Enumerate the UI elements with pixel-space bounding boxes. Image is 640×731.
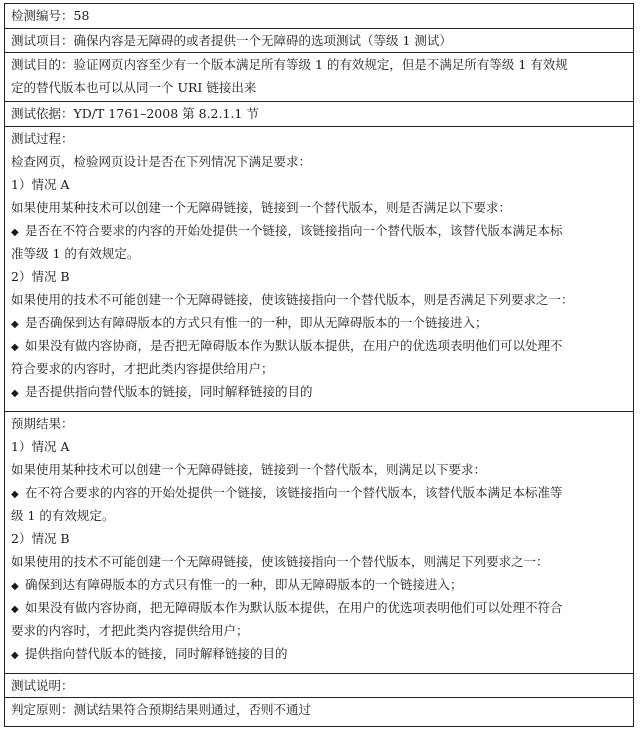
test-note-text: 测试说明： bbox=[11, 678, 74, 693]
test-basis-row bbox=[5, 102, 633, 127]
bullet-diamond-icon: ◆ bbox=[11, 650, 19, 661]
process-title: 测试过程： bbox=[11, 131, 74, 146]
expected-title: 预期结果： bbox=[11, 416, 74, 431]
test-process-row bbox=[5, 127, 633, 412]
expected-case-b-bullet-2 bbox=[11, 596, 627, 619]
process-case-b-heading: 2）情况 B bbox=[11, 269, 70, 284]
test-purpose-row bbox=[5, 53, 633, 102]
bullet-diamond-icon: ◆ bbox=[11, 227, 19, 238]
expected-case-b-bullet-2-cont: 要求的内容时，才把此类内容提供给用户； bbox=[11, 623, 249, 638]
test-basis-text: 测试依据：YD/T 1761–2008 第 8.2.1.1 节 bbox=[11, 106, 259, 121]
expected-case-a-heading: 1）情况 A bbox=[11, 439, 70, 454]
process-intro: 检查网页，检验网页设计是否在下列情况下满足要求： bbox=[11, 154, 312, 169]
bullet-diamond-icon: ◆ bbox=[11, 604, 19, 615]
test-id-text: 检测编号：58 bbox=[11, 8, 90, 23]
expected-case-b-description: 如果使用的技术不可能创建一个无障碍链接，使该链接指向一个替代版本，则满足下列要求之一： bbox=[11, 554, 549, 569]
process-case-b-bullet-2-cont: 符合要求的内容时，才把此类内容提供给用户； bbox=[11, 361, 274, 376]
test-note-row bbox=[5, 674, 633, 698]
test-id-row bbox=[5, 4, 633, 29]
judgement-rule-text: 判定原则：测试结果符合预期结果则通过，否则不通过 bbox=[11, 702, 312, 717]
process-case-a-bullet-1-text: 是否在不符合要求的内容的开始处提供一个链接，该链接指向一个替代版本，该替代版本满足本标 bbox=[25, 223, 563, 238]
expected-case-b-bullet-1 bbox=[11, 573, 627, 596]
process-case-b-bullet-3-text: 是否提供指向替代版本的链接，同时解释链接的目的 bbox=[25, 384, 313, 399]
bullet-diamond-icon: ◆ bbox=[11, 388, 19, 399]
process-case-b-bullet-3 bbox=[11, 380, 627, 403]
expected-case-b-bullet-1-text: 确保到达有障碍版本的方式只有惟一的一种，即从无障碍版本的一个链接进入； bbox=[25, 577, 463, 592]
process-case-a-bullet-1 bbox=[11, 219, 627, 242]
bullet-diamond-icon: ◆ bbox=[11, 342, 19, 353]
process-case-a-description: 如果使用某种技术可以创建一个无障碍链接，链接到一个替代版本，则是否满足以下要求： bbox=[11, 200, 512, 215]
test-purpose-line-1: 测试目的：验证网页内容至少有一个版本满足所有等级 1 的有效规定，但是不满足所有等级 1 有效规 bbox=[11, 57, 568, 72]
expected-case-a-bullet-1 bbox=[11, 481, 627, 504]
test-purpose-line-2: 定的替代版本也可以从同一个 URI 链接出来 bbox=[11, 80, 257, 95]
expected-case-a-description: 如果使用某种技术可以创建一个无障碍链接，链接到一个替代版本，则满足以下要求： bbox=[11, 462, 487, 477]
expected-result-row bbox=[5, 412, 633, 674]
process-case-a-heading: 1）情况 A bbox=[11, 177, 70, 192]
expected-case-b-bullet-2-text: 如果没有做内容协商，把无障碍版本作为默认版本提供，在用户的优选项表明他们可以处理不符合 bbox=[25, 600, 563, 615]
judgement-rule-row bbox=[5, 698, 633, 726]
test-case-table bbox=[4, 3, 634, 727]
expected-case-a-bullet-1-text: 在不符合要求的内容的开始处提供一个链接，该链接指向一个替代版本，该替代版本满足本标准等 bbox=[25, 485, 563, 500]
test-item-text: 测试项目：确保内容是无障碍的或者提供一个无障碍的选项测试（等级 1 测试） bbox=[11, 33, 452, 48]
process-case-b-bullet-2-text: 如果没有做内容协商，是否把无障碍版本作为默认版本提供，在用户的优选项表明他们可以处理不 bbox=[25, 338, 563, 353]
expected-case-b-bullet-3-text: 提供指向替代版本的链接，同时解释链接的目的 bbox=[25, 646, 288, 661]
process-case-b-bullet-2 bbox=[11, 334, 627, 357]
bullet-diamond-icon: ◆ bbox=[11, 489, 19, 500]
bullet-diamond-icon: ◆ bbox=[11, 319, 19, 330]
expected-case-b-bullet-3 bbox=[11, 642, 627, 665]
process-case-b-bullet-1-text: 是否确保到达有障碍版本的方式只有惟一的一种，即从无障碍版本的一个链接进入； bbox=[25, 315, 488, 330]
process-case-b-bullet-1 bbox=[11, 311, 627, 334]
test-item-row bbox=[5, 29, 633, 53]
expected-case-a-bullet-1-cont: 级 1 的有效规定。 bbox=[11, 508, 115, 523]
expected-case-b-heading: 2）情况 B bbox=[11, 531, 70, 546]
process-case-b-description: 如果使用的技术不可能创建一个无障碍链接，使该链接指向一个替代版本，则是否满足下列要求之一： bbox=[11, 292, 574, 307]
bullet-diamond-icon: ◆ bbox=[11, 581, 19, 592]
process-case-a-bullet-1-cont: 准等级 1 的有效规定。 bbox=[11, 246, 140, 261]
